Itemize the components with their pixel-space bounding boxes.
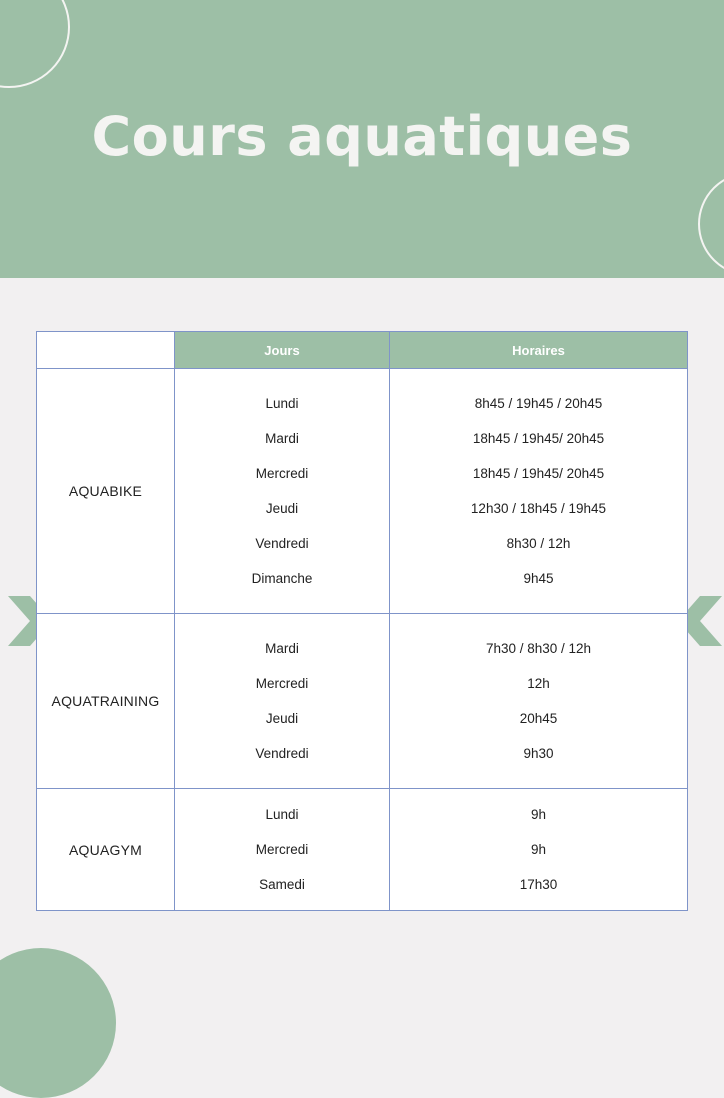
day-label: Lundi	[265, 807, 299, 822]
course-name-cell: AQUATRAINING	[37, 614, 175, 789]
day-label: Jeudi	[265, 711, 299, 726]
time-label: 9h30	[523, 746, 554, 761]
day-label: Dimanche	[251, 571, 313, 586]
header-cell-times: Horaires	[390, 332, 688, 369]
course-name-cell: AQUABIKE	[37, 369, 175, 614]
time-label: 20h45	[519, 711, 558, 726]
time-label: 17h30	[519, 877, 558, 892]
time-label: 12h	[527, 676, 550, 691]
time-label: 18h45 / 19h45/ 20h45	[472, 466, 605, 481]
course-name-cell: AQUAGYM	[37, 789, 175, 911]
time-label: 9h	[530, 807, 547, 822]
schedule-table	[36, 331, 688, 911]
day-label: Jeudi	[265, 501, 299, 516]
table-row-aquatraining	[37, 614, 688, 789]
days-cell	[175, 789, 390, 911]
decorative-circle	[0, 948, 116, 1098]
time-label: 12h30 / 18h45 / 19h45	[470, 501, 607, 516]
day-label: Mardi	[265, 641, 299, 656]
time-label: 18h45 / 19h45/ 20h45	[472, 431, 605, 446]
times-cell	[390, 369, 688, 614]
time-label: 9h	[530, 842, 547, 857]
times-cell	[390, 789, 688, 911]
header-banner	[0, 0, 724, 278]
decorative-ring	[698, 172, 724, 276]
days-cell	[175, 369, 390, 614]
table-header-row	[37, 332, 688, 369]
day-label: Mardi	[265, 431, 299, 446]
days-cell	[175, 614, 390, 789]
day-label: Mercredi	[255, 676, 309, 691]
times-cell	[390, 614, 688, 789]
day-label: Samedi	[259, 877, 305, 892]
header-cell-course	[37, 332, 175, 369]
day-label: Vendredi	[255, 746, 309, 761]
header-cell-days: Jours	[175, 332, 390, 369]
day-label: Mercredi	[255, 466, 309, 481]
time-label: 9h45	[523, 571, 554, 586]
day-label: Vendredi	[255, 536, 309, 551]
table-row-aquabike	[37, 369, 688, 614]
time-label: 7h30 / 8h30 / 12h	[485, 641, 592, 656]
page-title: Cours aquatiques	[91, 105, 633, 168]
table-row-aquagym	[37, 789, 688, 911]
time-label: 8h45 / 19h45 / 20h45	[474, 396, 603, 411]
time-label: 8h30 / 12h	[506, 536, 571, 551]
day-label: Lundi	[265, 396, 299, 411]
decorative-ring	[0, 0, 70, 88]
day-label: Mercredi	[255, 842, 309, 857]
